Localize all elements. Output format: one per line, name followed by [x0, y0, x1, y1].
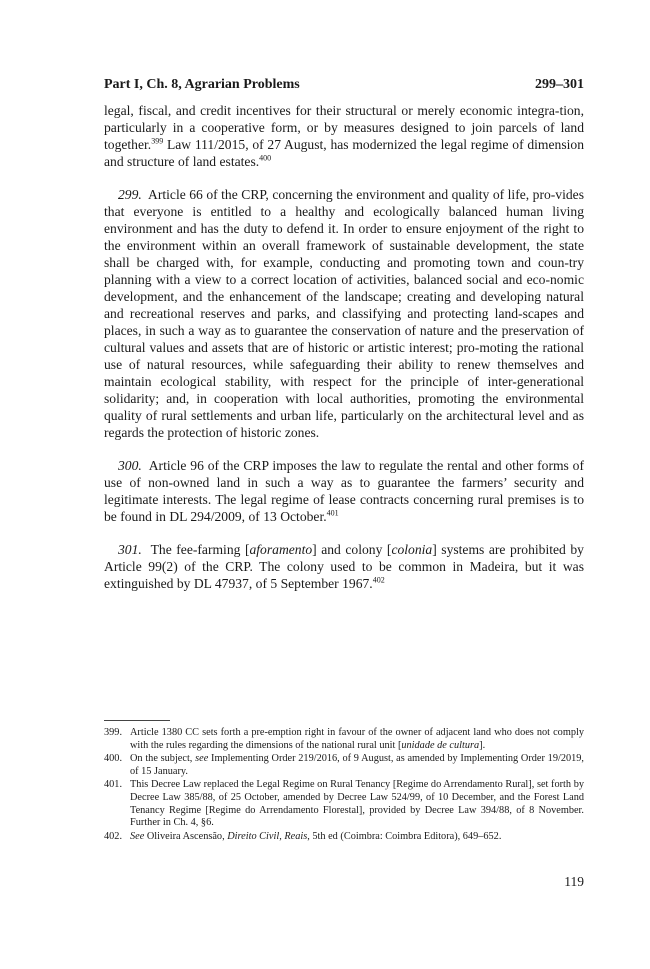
- paragraph-text: Article 96 of the CRP imposes the law to regulate the rental and other forms of use of non-owned land in such a way as to guarantee the farmers’ security and legitimate interests. The legal regime of lease contracts concerning rural premises is to be found in DL 294/2009, of 13 October.$^{401}$: [104, 458, 584, 524]
- main-text: [104, 102, 584, 592]
- footnote-402: [104, 831, 584, 844]
- footnote-text: This Decree Law replaced the Legal Regime on Rural Tenancy [Regime do Arrendamento Rural], set forth by Decree Law 385/88, of 25 October, amended by Decree Law 524/99, of 10 December, and the Forest Land Tenancy Regime [Regime do Arrendamento Florestal], provided by Decree Law 394/88, of 8 November. Further in Ch. 4, §6.: [130, 779, 584, 829]
- paragraph-text: Article 66 of the CRP, concerning the environment and quality of life, pro-vides that everyone is entitled to a healthy and ecologically balanced human living environment and has the duty to defend it. In order to ensure enjoyment of the right to the environment within an overall framework of sustainable development, the state shall be charged with, for example, conducting and promoting town and coun-try planning with a view to a correct location of activities, balanced social and eco-nomic development, and the enhancement of the landscape; creating and developing natural and recreational reserves and parks, and classifying and protecting land-scapes and places, in such a way as to guarantee the conservation of nature and the preservation of cultural values and assets that are of historic or artistic interest; pro-moting the rational use of natural resources, while safeguarding their ability to renew themselves and maintain ecological stability, with respect for the principle of inter-generational solidarity; and, in cooperation with local authorities, promoting the environmental quality of rural settlements and urban life, particularly on the architectural level and as regards the protection of historic zones.: [104, 187, 584, 440]
- paragraph-number: 299.: [118, 187, 142, 202]
- page-number: 119: [564, 874, 584, 889]
- header-chapter-title: Part I, Ch. 8, Agrarian Problems: [104, 77, 300, 92]
- paragraph-number: 300.: [118, 458, 142, 473]
- footnote-number: 401.: [104, 779, 123, 791]
- footnote-number: 402.: [104, 830, 123, 842]
- paragraph-299: [104, 186, 584, 441]
- paragraph-continued: legal, fiscal, and credit incentives for their structural or merely economic integra-tion, particularly in a cooperative form, or by measures designed to join parcels of land together.$^{399}$ Law 111/2015, of 27 August, has modernized the legal regime of dimension and structure of land estates.$^{400}$: [104, 103, 584, 169]
- footnote-number: 400.: [104, 753, 123, 765]
- footnote-400: [104, 753, 584, 778]
- footnote-divider: [104, 720, 170, 721]
- footnote-text: Article 1380 CC sets forth a pre-emption right in favour of the owner of adjacent land who does not comply with the rules regarding the dimensions of the national rural unit [unidade de cultura].: [130, 727, 584, 751]
- footnote-text: On the subject, see Implementing Order 219/2016, of 9 August, as amended by Implementing Order 19/2019, of 15 January.: [130, 753, 584, 777]
- running-header: [104, 76, 584, 94]
- paragraph-text: The fee-farming [aforamento] and colony [colonia] systems are prohibited by Article 99(2) of the CRP. The colony used to be common in Madeira, but it was extinguished by DL 47937, of 5 September 1967.$^{402}$: [104, 542, 584, 591]
- paragraph-300: [104, 457, 584, 525]
- page-body: [104, 76, 584, 608]
- footnotes: [104, 720, 584, 844]
- footnote-399: [104, 727, 584, 752]
- header-section-range: 299–301: [535, 77, 584, 92]
- footnote-401: [104, 779, 584, 829]
- footnote-text: See Oliveira Ascensão, Direito Civil, Reais, 5th ed (Coimbra: Coimbra Editora), 649–652.: [130, 830, 502, 842]
- footnote-number: 399.: [104, 727, 123, 738]
- paragraph-number: 301.: [118, 542, 142, 557]
- paragraph-301: [104, 541, 584, 592]
